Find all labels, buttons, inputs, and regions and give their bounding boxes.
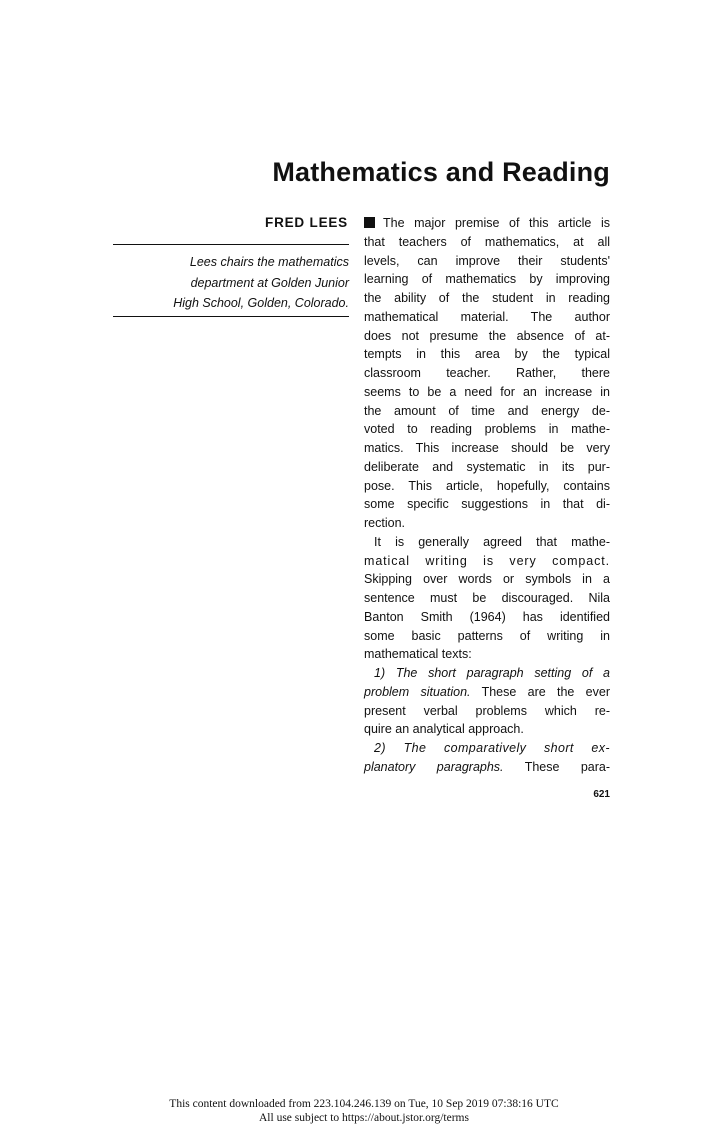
body-line: matical writing is very compact.: [364, 553, 610, 568]
body-line: mathematical texts:: [364, 647, 472, 662]
item2-italic-cont: planatory paragraphs.: [364, 759, 504, 774]
body-line: does not presume the absence of at-: [364, 328, 610, 343]
bio-line: High School, Golden, Colorado.: [173, 296, 349, 310]
start-square-icon: [364, 217, 375, 228]
footer-line-1: This content downloaded from 223.104.246.139 on Tue, 10 Sep 2019 07:38:16 UTC: [169, 1098, 559, 1110]
body-line: rection.: [364, 516, 405, 530]
body-line: tempts in this area by the typical: [364, 347, 610, 362]
body-line: matics. This increase should be very: [364, 441, 610, 455]
body-line: the ability of the student in reading: [364, 291, 610, 305]
author-name: FRED LEES: [265, 215, 348, 230]
body-line: Banton Smith (1964) has identified: [364, 609, 610, 624]
body-line: some basic patterns of writing in: [364, 628, 610, 643]
item1-italic-lead: 1) The short paragraph setting of a: [374, 666, 610, 680]
article-body: [364, 214, 610, 777]
body-line: [364, 758, 610, 777]
page-number: 621: [593, 789, 610, 800]
body-line: [364, 739, 610, 758]
bio-divider-top: [113, 244, 349, 245]
bio-line: department at Golden Junior: [190, 275, 349, 290]
body-line: learning of mathematics by improving: [364, 272, 610, 287]
body-line: seems to be a need for an increase in: [364, 384, 610, 399]
body-line: [364, 683, 610, 702]
footer-line-2: All use subject to https://about.jstor.org/terms: [259, 1111, 469, 1124]
body-line: Skipping over words or symbols in a: [364, 572, 610, 587]
author-bio: [113, 252, 349, 314]
body-line: some specific suggestions in that di-: [364, 497, 610, 512]
body-line: It is generally agreed that mathe-: [374, 534, 610, 549]
bio-divider-bottom: [113, 316, 349, 317]
body-line: levels, can improve their students': [364, 253, 610, 268]
body-line: voted to reading problems in mathe-: [364, 422, 610, 437]
jstor-footer: [0, 1098, 728, 1125]
body-line: The major premise of this article is: [364, 214, 610, 233]
item1-rest: These are the ever: [470, 684, 610, 699]
body-line: quire an analytical approach.: [364, 722, 524, 737]
body-line: pose. This article, hopefully, contains: [364, 478, 610, 493]
bio-line: Lees chairs the mathematics: [189, 255, 349, 269]
body-line: classroom teacher. Rather, there: [364, 366, 610, 380]
item2-rest: These para-: [503, 759, 610, 774]
body-line: mathematical material. The author: [364, 309, 610, 324]
item2-italic-lead: 2) The comparatively short ex-: [374, 741, 610, 755]
body-line: that teachers of mathematics, at all: [364, 234, 610, 249]
item1-italic-cont: problem situation.: [364, 684, 471, 699]
article-title: Mathematics and Reading: [272, 157, 610, 187]
body-line: sentence must be discouraged. Nila: [364, 591, 610, 605]
body-line: present verbal problems which re-: [364, 703, 610, 718]
body-line: the amount of time and energy de-: [364, 403, 610, 418]
body-line: deliberate and systematic in its pur-: [364, 459, 610, 474]
body-line: [364, 664, 610, 683]
